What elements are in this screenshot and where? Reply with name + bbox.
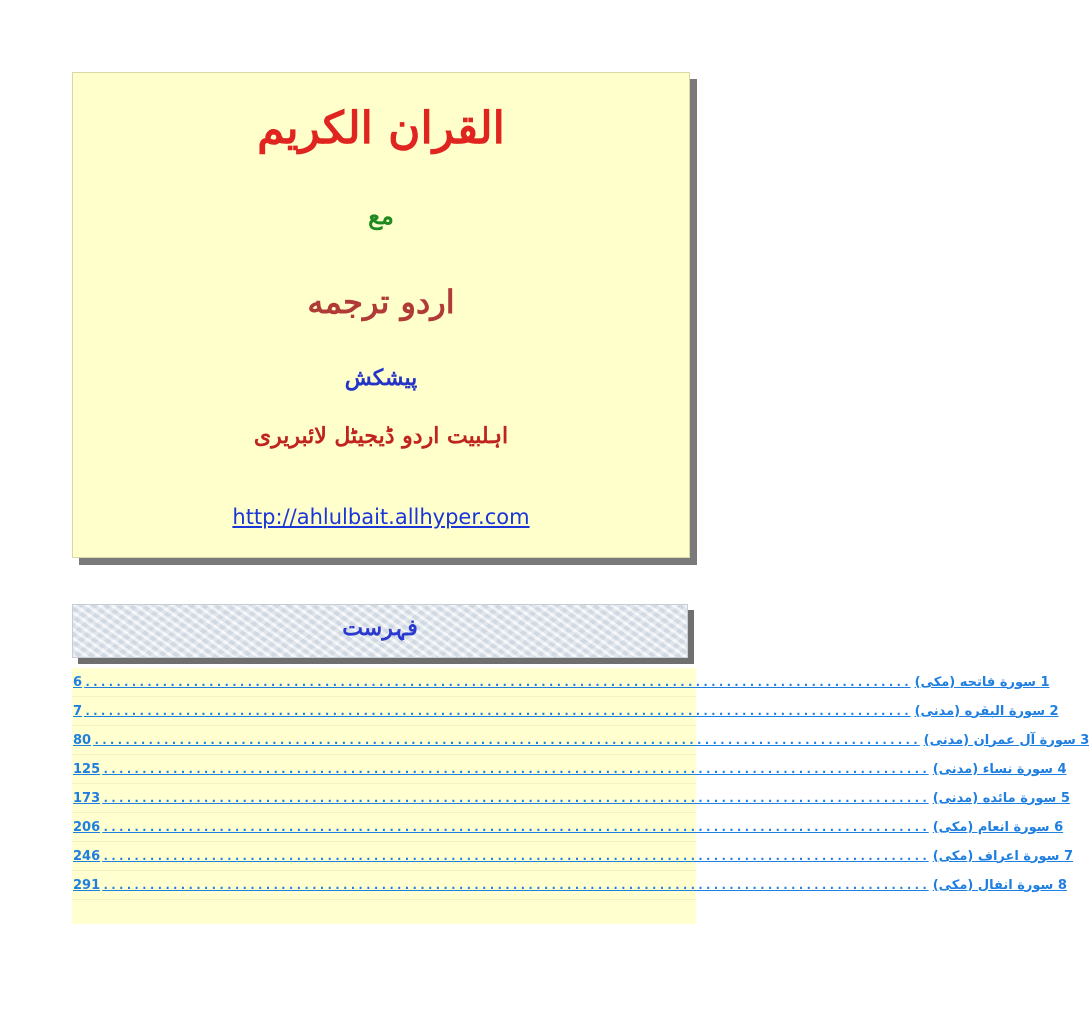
contents-heading: فہرست (342, 615, 418, 641)
cover-url-link[interactable]: http://ahlulbait.allhyper.com (232, 505, 530, 529)
toc-item[interactable] (72, 871, 1067, 900)
contents-list (72, 668, 1089, 924)
toc-leader-dots: ........................................................................................................... (84, 675, 911, 689)
toc-leader-dots: ........................................................................................................... (93, 733, 920, 747)
toc-surah-name: 3 سورة آل عمران (مدنی) (923, 732, 1089, 748)
cover-presented-by: پیشکش (344, 365, 418, 391)
cover-with: مع (368, 201, 394, 230)
toc-item[interactable] (72, 697, 1059, 726)
toc-item[interactable] (72, 726, 1089, 755)
toc-leader-dots: ........................................................................................................... (102, 878, 929, 892)
cover-subtitle: اردو ترجمه (307, 283, 455, 321)
toc-leader-dots: ........................................................................................................... (102, 762, 929, 776)
toc-item[interactable] (72, 755, 1067, 784)
toc-page-number: 246 (73, 848, 101, 864)
toc-item[interactable] (72, 813, 1064, 842)
toc-leader-dots: ........................................................................................................... (102, 791, 929, 805)
toc-surah-name: 4 سورة نساء (مدنی) (932, 761, 1067, 777)
toc-surah-name: 1 سورة فاتحه (مكی) (914, 674, 1050, 690)
toc-page-number: 291 (73, 877, 101, 893)
toc-leader-dots: ........................................................................................................... (84, 704, 911, 718)
toc-surah-name: 8 سورة انفال (مكی) (932, 877, 1067, 893)
toc-page-number: 6 (73, 674, 83, 690)
toc-surah-name: 6 سورة انعام (مكی) (932, 819, 1064, 835)
toc-page-number: 7 (73, 703, 83, 719)
toc-page-number: 206 (73, 819, 101, 835)
toc-item[interactable] (72, 784, 1070, 813)
cover-library-name: اہلبیت اردو ڈیجیٹل لائبریری (253, 423, 509, 449)
toc-page-number: 125 (73, 761, 101, 777)
toc-surah-name: 7 سورة اعراف (مكی) (932, 848, 1074, 864)
toc-surah-name: 5 سورة مائده (مدنی) (932, 790, 1070, 806)
toc-leader-dots: ........................................................................................................... (102, 820, 929, 834)
toc-leader-dots: ........................................................................................................... (102, 849, 929, 863)
toc-item[interactable] (72, 668, 1050, 697)
contents-header (72, 604, 688, 658)
toc-page-number: 173 (73, 790, 101, 806)
cover-card (72, 72, 690, 558)
cover-title: القران الكريم (257, 103, 505, 154)
toc-page-number: 80 (73, 732, 92, 748)
toc-surah-name: 2 سورة البقره (مدنی) (914, 703, 1059, 719)
toc-item[interactable] (72, 842, 1074, 871)
